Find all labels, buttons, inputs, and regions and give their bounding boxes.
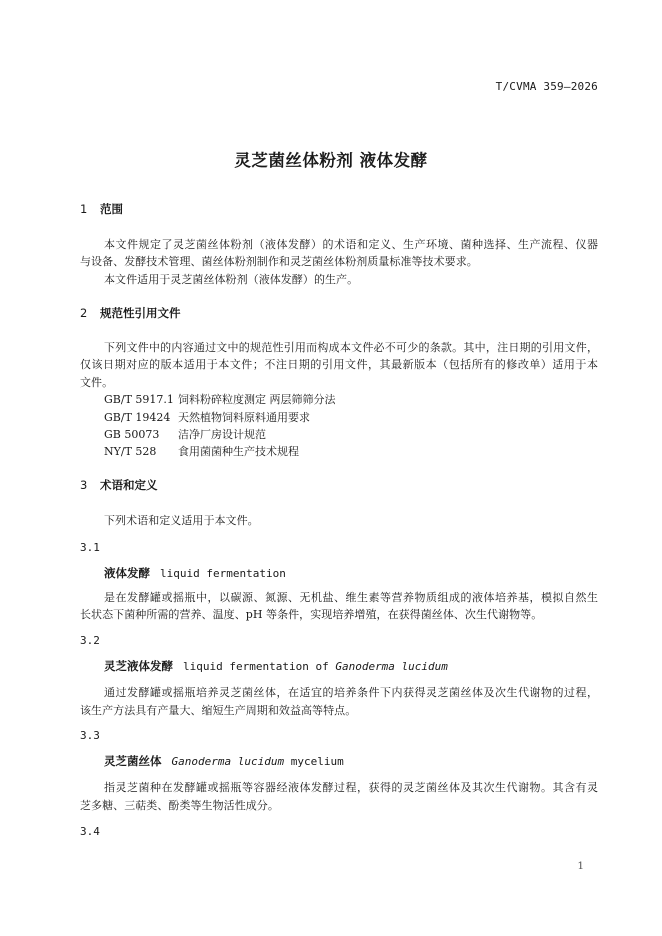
term-english-suffix: mycelium xyxy=(290,755,344,768)
reference-code: GB/T 19424 xyxy=(104,411,171,424)
term-english: liquid fermentation xyxy=(160,567,286,580)
reference-item xyxy=(104,391,336,407)
reference-item xyxy=(104,443,299,459)
section-1-heading xyxy=(80,201,123,217)
page-number: 1 xyxy=(577,860,584,872)
term-number: 3.3 xyxy=(80,729,100,742)
term-chinese: 灵芝菌丝体 xyxy=(104,754,162,768)
reference-title: 洁净厂房设计规范 xyxy=(178,428,266,441)
section-title: 范围 xyxy=(100,202,123,216)
section-number: 2 xyxy=(80,306,88,320)
term-english xyxy=(172,755,344,768)
definition-line: 是在发酵罐或摇瓶中，以碳源、氮源、无机盐、维生素等营养物质组成的液体培养基，模拟自然生 xyxy=(104,591,598,604)
term-number: 3.1 xyxy=(80,541,100,554)
term-number: 3.2 xyxy=(80,634,100,647)
paragraph-line: 与设备、发酵技术管理、菌丝体粉剂制作和灵芝菌丝体粉剂质量标准等技术要求。 xyxy=(80,255,478,268)
reference-title: 天然植物饲料原料通用要求 xyxy=(178,411,310,424)
reference-code: NY/T 528 xyxy=(104,445,157,458)
reference-code: GB 50073 xyxy=(104,428,160,441)
term-entry xyxy=(104,658,448,674)
definition-line: 长状态下菌种所需的营养、温度、pH 等条件，实现培养增殖，在获得菌丝体、次生代谢物等。 xyxy=(80,608,543,621)
page-title: 灵芝菌丝体粉剂 液体发酵 xyxy=(234,151,428,170)
section-title: 术语和定义 xyxy=(100,478,158,492)
reference-title: 饲料粉碎粒度测定 两层筛筛分法 xyxy=(178,393,336,406)
term-entry xyxy=(104,565,286,581)
definition-line: 芝多糖、三萜类、酚类等生物活性成分。 xyxy=(80,799,279,812)
definition-line: 指灵芝菌种在发酵罐或摇瓶等容器经液体发酵过程，获得的灵芝菌丝体及其次生代谢物。其含有灵 xyxy=(104,781,598,794)
term-chinese: 灵芝液体发酵 xyxy=(104,659,173,673)
standard-code: T/CVMA 359—2026 xyxy=(495,80,598,93)
term-number: 3.4 xyxy=(80,825,100,838)
reference-item xyxy=(104,426,266,442)
definition-line: 通过发酵罐或摇瓶培养灵芝菌丝体，在适宜的培养条件下内获得灵芝菌丝体及次生代谢物的过程， xyxy=(104,686,598,699)
paragraph-line: 下列术语和定义适用于本文件。 xyxy=(104,514,259,527)
term-english-species: Ganoderma lucidum xyxy=(171,755,285,768)
paragraph-line: 仅该日期对应的版本适用于本文件；不注日期的引用文件，其最新版本（包括所有的修改单）适用于本 xyxy=(80,358,598,371)
term-english-prefix: liquid fermentation of xyxy=(183,660,329,673)
reference-code: GB/T 5917.1 xyxy=(104,393,174,406)
section-3-heading xyxy=(80,477,158,493)
paragraph-line: 本文件适用于灵芝菌丝体粉剂（液体发酵）的生产。 xyxy=(104,273,359,286)
paragraph-line: 文件。 xyxy=(80,376,114,389)
section-2-heading xyxy=(80,305,181,321)
reference-item xyxy=(104,409,310,425)
term-english xyxy=(183,660,448,673)
term-chinese: 液体发酵 xyxy=(104,566,150,580)
reference-title: 食用菌菌种生产技术规程 xyxy=(178,445,299,458)
paragraph-line: 下列文件中的内容通过文中的规范性引用而构成本文件必不可少的条款。其中，注日期的引用文件， xyxy=(104,341,598,354)
section-title: 规范性引用文件 xyxy=(100,306,181,320)
definition-line: 该生产方法具有产量大、缩短生产周期和效益高等特点。 xyxy=(80,704,357,717)
section-number: 3 xyxy=(80,478,88,492)
paragraph-line: 本文件规定了灵芝菌丝体粉剂（液体发酵）的术语和定义、生产环境、菌种选择、生产流程、仪器 xyxy=(104,238,598,251)
term-entry xyxy=(104,753,344,769)
section-number: 1 xyxy=(80,202,88,216)
term-english-species: Ganoderma lucidum xyxy=(335,660,448,673)
